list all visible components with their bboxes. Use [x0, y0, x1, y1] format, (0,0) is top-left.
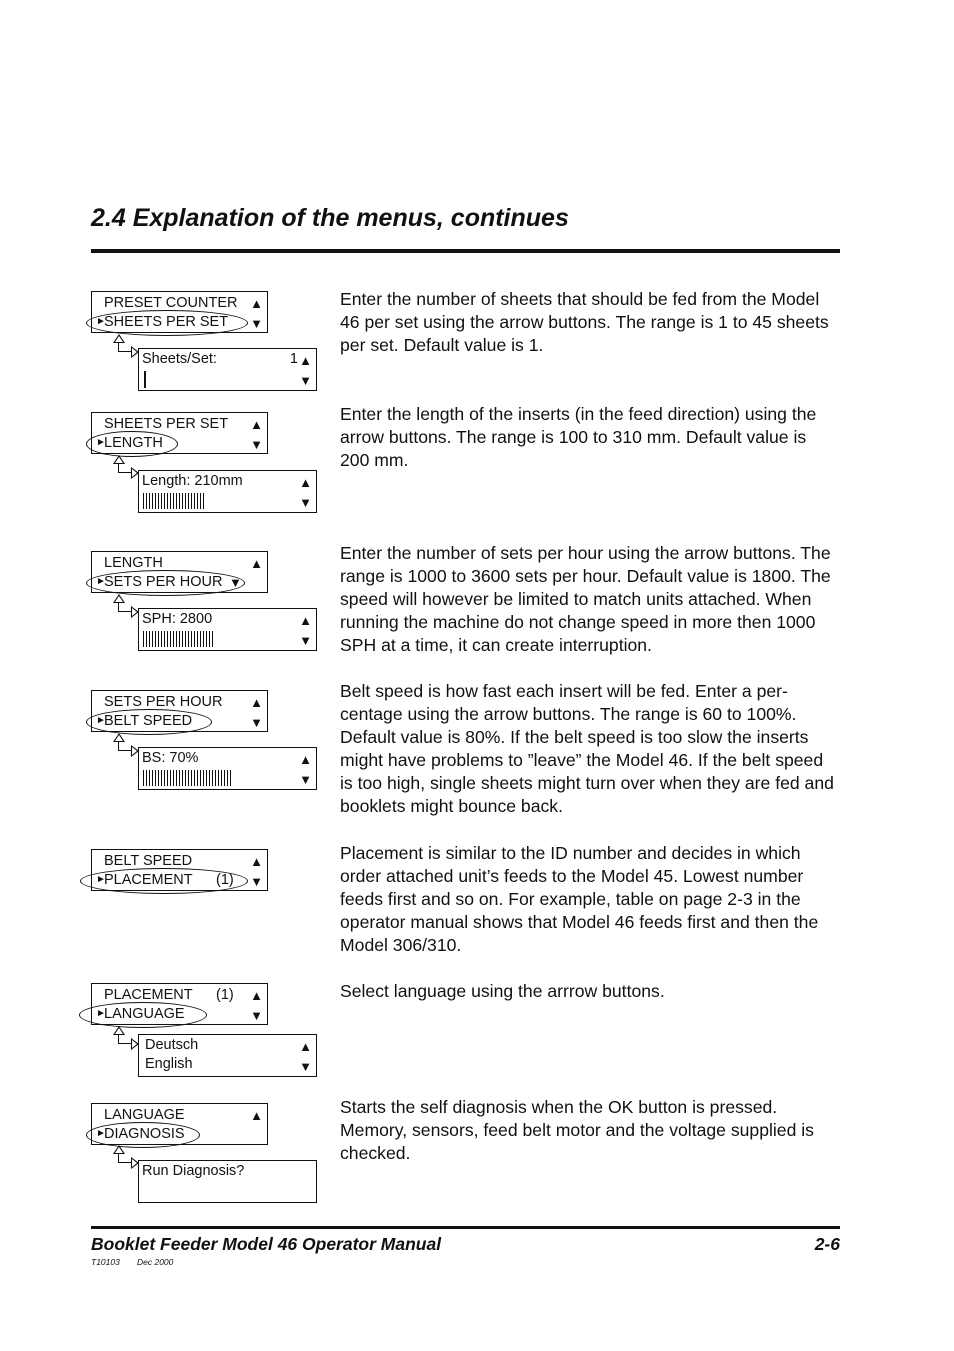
- pointer-icon: ►: [96, 576, 106, 587]
- language-option-english: English: [145, 1056, 193, 1072]
- menu-line-2: SETS PER HOUR: [104, 574, 223, 590]
- up-arrow-icon: ▲: [299, 1039, 312, 1054]
- description-paragraph: Enter the number of sets per hour using the arrow buttons. The range is 1000 to 3600 sets per hour. Default value is 1800. The speed will however be limited to match units attached. When running the machine do not change speed in more then 1000 SPH at a time, it can create interruption.: [340, 543, 831, 655]
- level-bar-graph: [143, 493, 205, 509]
- submenu-display: [138, 470, 317, 513]
- pointer-icon: ►: [96, 874, 106, 885]
- footer-date: Dec 2000: [137, 1257, 174, 1267]
- pointer-icon: ►: [96, 316, 106, 327]
- menu-line-1: LANGUAGE: [104, 1107, 185, 1123]
- title-divider: [91, 249, 840, 253]
- up-arrow-icon: ▲: [250, 854, 263, 869]
- menu-line-1: BELT SPEED: [104, 853, 193, 869]
- menu-line-2: LENGTH: [104, 435, 163, 451]
- menu-line-1: PLACEMENT: [104, 987, 193, 1003]
- submenu-display: [138, 747, 317, 790]
- up-arrow-icon: ▲: [250, 296, 263, 311]
- description-paragraph: Belt speed is how fast each insert will be fed. Enter a per-centage using the arrow buttons. The range is 60 to 100%. Default value is 80%. If the belt speed is too slow the inserts might have problems to ”leave” the Model 46. If the belt speed is too high, single sheets might turn over when they are fed and booklets might bounce back.: [340, 681, 834, 816]
- submenu-display: [138, 348, 317, 391]
- down-arrow-icon: ▼: [250, 874, 263, 889]
- submenu-line-1: Run Diagnosis?: [142, 1163, 245, 1179]
- selection-oval: [86, 310, 248, 336]
- section-title: 2.4 Explanation of the menus, continues: [91, 204, 569, 232]
- up-arrow-icon: ▲: [299, 752, 312, 767]
- up-arrow-icon: ▲: [250, 988, 263, 1003]
- pointer-icon: ►: [96, 1008, 106, 1019]
- up-arrow-icon: ▲: [299, 475, 312, 490]
- level-bar-graph: [143, 631, 215, 647]
- down-arrow-icon: ▼: [229, 575, 242, 590]
- menu-line-2: SHEETS PER SET: [104, 314, 229, 330]
- menu-line-2: PLACEMENT: [104, 872, 193, 888]
- up-arrow-icon: ▲: [250, 695, 263, 710]
- footer-doc-code: T10103: [91, 1257, 120, 1267]
- up-arrow-icon: ▲: [250, 556, 263, 571]
- selection-oval: [86, 570, 245, 596]
- submenu-display: [138, 608, 317, 651]
- description-paragraph: Starts the self diagnosis when the OK button is pressed. Memory, sensors, feed belt motor and the voltage supplied is checked.: [340, 1097, 814, 1163]
- description-paragraph: Select language using the arrrow buttons.: [340, 981, 665, 1001]
- submenu-line-1: Length: 210mm: [142, 473, 243, 489]
- footer-divider: [91, 1226, 840, 1229]
- footer-manual-title: Booklet Feeder Model 46 Operator Manual: [91, 1234, 442, 1254]
- footer-page-number: 2-6: [814, 1234, 840, 1254]
- pointer-icon: ►: [96, 437, 106, 448]
- down-arrow-icon: ▼: [299, 633, 312, 648]
- down-arrow-icon: ▼: [250, 437, 263, 452]
- pointer-icon: ►: [96, 715, 106, 726]
- down-arrow-icon: ▼: [250, 316, 263, 331]
- language-option-deutsch: Deutsch: [145, 1037, 199, 1053]
- up-arrow-icon: ▲: [250, 417, 263, 432]
- menu-line-2: BELT SPEED: [104, 713, 193, 729]
- menu-line-1: PRESET COUNTER: [104, 295, 238, 311]
- submenu-line-1: SPH: 2800: [142, 611, 213, 627]
- submenu-display: [138, 1160, 317, 1203]
- submenu-value: 1: [289, 351, 298, 367]
- description-paragraph: Placement is similar to the ID number and decides in which order attached unit’s feeds to the Model 45. Lowest number feeds first and so on. For example, table on page 2-3 in the operator manual shows that Model 46 feeds first and then the Model 306/310.: [340, 843, 819, 955]
- menu-line-1: SHEETS PER SET: [104, 416, 229, 432]
- menu-line-2: LANGUAGE: [104, 1006, 185, 1022]
- pointer-icon: ►: [96, 1128, 106, 1139]
- down-arrow-icon: ▼: [299, 772, 312, 787]
- submenu-line-1: Sheets/Set:: [142, 351, 217, 367]
- description-paragraph: Enter the number of sheets that should be fed from the Model 46 per set using the arrow buttons. The range is 1 to 45 sheets per set. Default value is 1.: [340, 289, 829, 355]
- level-bar-graph: [143, 770, 231, 786]
- menu-line-1: LENGTH: [104, 555, 163, 571]
- down-arrow-icon: ▼: [299, 1059, 312, 1074]
- menu-line-2: DIAGNOSIS: [104, 1126, 185, 1142]
- down-arrow-icon: ▼: [299, 495, 312, 510]
- menu-line-1: SETS PER HOUR: [104, 694, 223, 710]
- menu-line-1-value: (1): [216, 987, 234, 1003]
- menu-line-2-value: (1): [216, 872, 234, 888]
- up-arrow-icon: ▲: [250, 1108, 263, 1123]
- down-arrow-icon: ▼: [299, 373, 312, 388]
- description-paragraph: Enter the length of the inserts (in the feed direction) using the arrow buttons. The range is 100 to 310 mm. Default value is 200 mm.: [340, 404, 817, 470]
- down-arrow-icon: ▼: [250, 715, 263, 730]
- up-arrow-icon: ▲: [299, 613, 312, 628]
- down-arrow-icon: ▼: [250, 1008, 263, 1023]
- up-arrow-icon: ▲: [299, 353, 312, 368]
- submenu-line-1: BS: 70%: [142, 750, 199, 766]
- text-cursor: [144, 371, 146, 388]
- submenu-display: [138, 1034, 317, 1077]
